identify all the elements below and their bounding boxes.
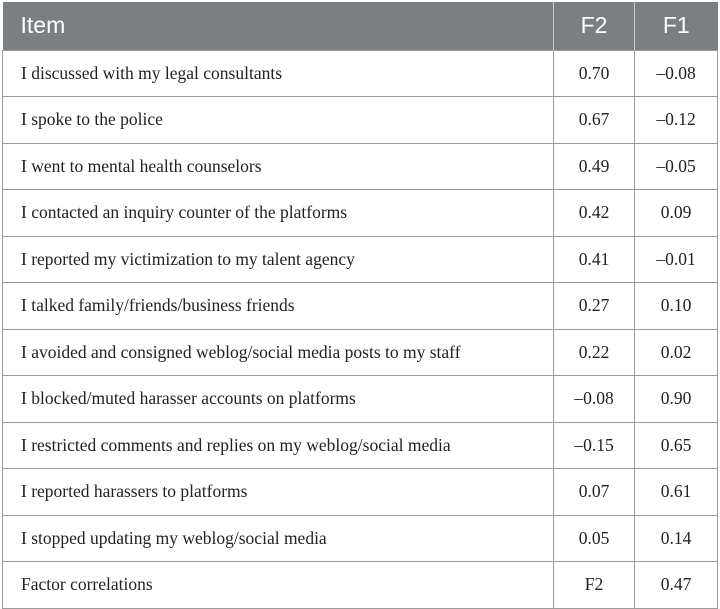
table-row bbox=[3, 562, 718, 609]
cell-item: I talked family/friends/business friends bbox=[3, 283, 554, 330]
table-row bbox=[3, 190, 718, 237]
cell-f1: 0.47 bbox=[635, 562, 718, 609]
cell-f1: –0.05 bbox=[635, 143, 718, 190]
header-row bbox=[3, 2, 718, 50]
cell-item: I contacted an inquiry counter of the platforms bbox=[3, 190, 554, 237]
table bbox=[2, 2, 718, 609]
table-row bbox=[3, 283, 718, 330]
cell-f2: 0.22 bbox=[554, 329, 635, 376]
cell-item: Factor correlations bbox=[3, 562, 554, 609]
cell-item: I went to mental health counselors bbox=[3, 143, 554, 190]
table-row bbox=[3, 422, 718, 469]
cell-f2: 0.05 bbox=[554, 515, 635, 562]
cell-f2: –0.15 bbox=[554, 422, 635, 469]
cell-f2: 0.41 bbox=[554, 236, 635, 283]
cell-item: I blocked/muted harasser accounts on platforms bbox=[3, 376, 554, 423]
cell-f2: 0.49 bbox=[554, 143, 635, 190]
header-f1: F1 bbox=[635, 2, 718, 50]
cell-item: I reported harassers to platforms bbox=[3, 469, 554, 516]
cell-f1: –0.12 bbox=[635, 97, 718, 144]
table-row bbox=[3, 50, 718, 97]
table-row bbox=[3, 469, 718, 516]
cell-f1: 0.65 bbox=[635, 422, 718, 469]
cell-f1: 0.02 bbox=[635, 329, 718, 376]
cell-f1: 0.90 bbox=[635, 376, 718, 423]
cell-f2: 0.07 bbox=[554, 469, 635, 516]
table-body bbox=[3, 50, 718, 608]
table-row bbox=[3, 376, 718, 423]
cell-item: I spoke to the police bbox=[3, 97, 554, 144]
table-row bbox=[3, 143, 718, 190]
cell-f1: –0.01 bbox=[635, 236, 718, 283]
cell-f1: –0.08 bbox=[635, 50, 718, 97]
cell-f1: 0.14 bbox=[635, 515, 718, 562]
cell-f2: 0.67 bbox=[554, 97, 635, 144]
table-row bbox=[3, 97, 718, 144]
cell-item: I reported my victimization to my talent agency bbox=[3, 236, 554, 283]
cell-f2: 0.70 bbox=[554, 50, 635, 97]
cell-item: I restricted comments and replies on my weblog/social media bbox=[3, 422, 554, 469]
header-f2: F2 bbox=[554, 2, 635, 50]
cell-f1: 0.10 bbox=[635, 283, 718, 330]
table-row bbox=[3, 236, 718, 283]
cell-f2: 0.27 bbox=[554, 283, 635, 330]
cell-f2: –0.08 bbox=[554, 376, 635, 423]
factor-loadings-table bbox=[2, 2, 717, 609]
cell-item: I stopped updating my weblog/social media bbox=[3, 515, 554, 562]
table-header bbox=[3, 2, 718, 50]
cell-f1: 0.09 bbox=[635, 190, 718, 237]
table-row bbox=[3, 515, 718, 562]
cell-item: I discussed with my legal consultants bbox=[3, 50, 554, 97]
header-item: Item bbox=[3, 2, 554, 50]
cell-f2: F2 bbox=[554, 562, 635, 609]
cell-f2: 0.42 bbox=[554, 190, 635, 237]
cell-item: I avoided and consigned weblog/social media posts to my staff bbox=[3, 329, 554, 376]
table-row bbox=[3, 329, 718, 376]
cell-f1: 0.61 bbox=[635, 469, 718, 516]
